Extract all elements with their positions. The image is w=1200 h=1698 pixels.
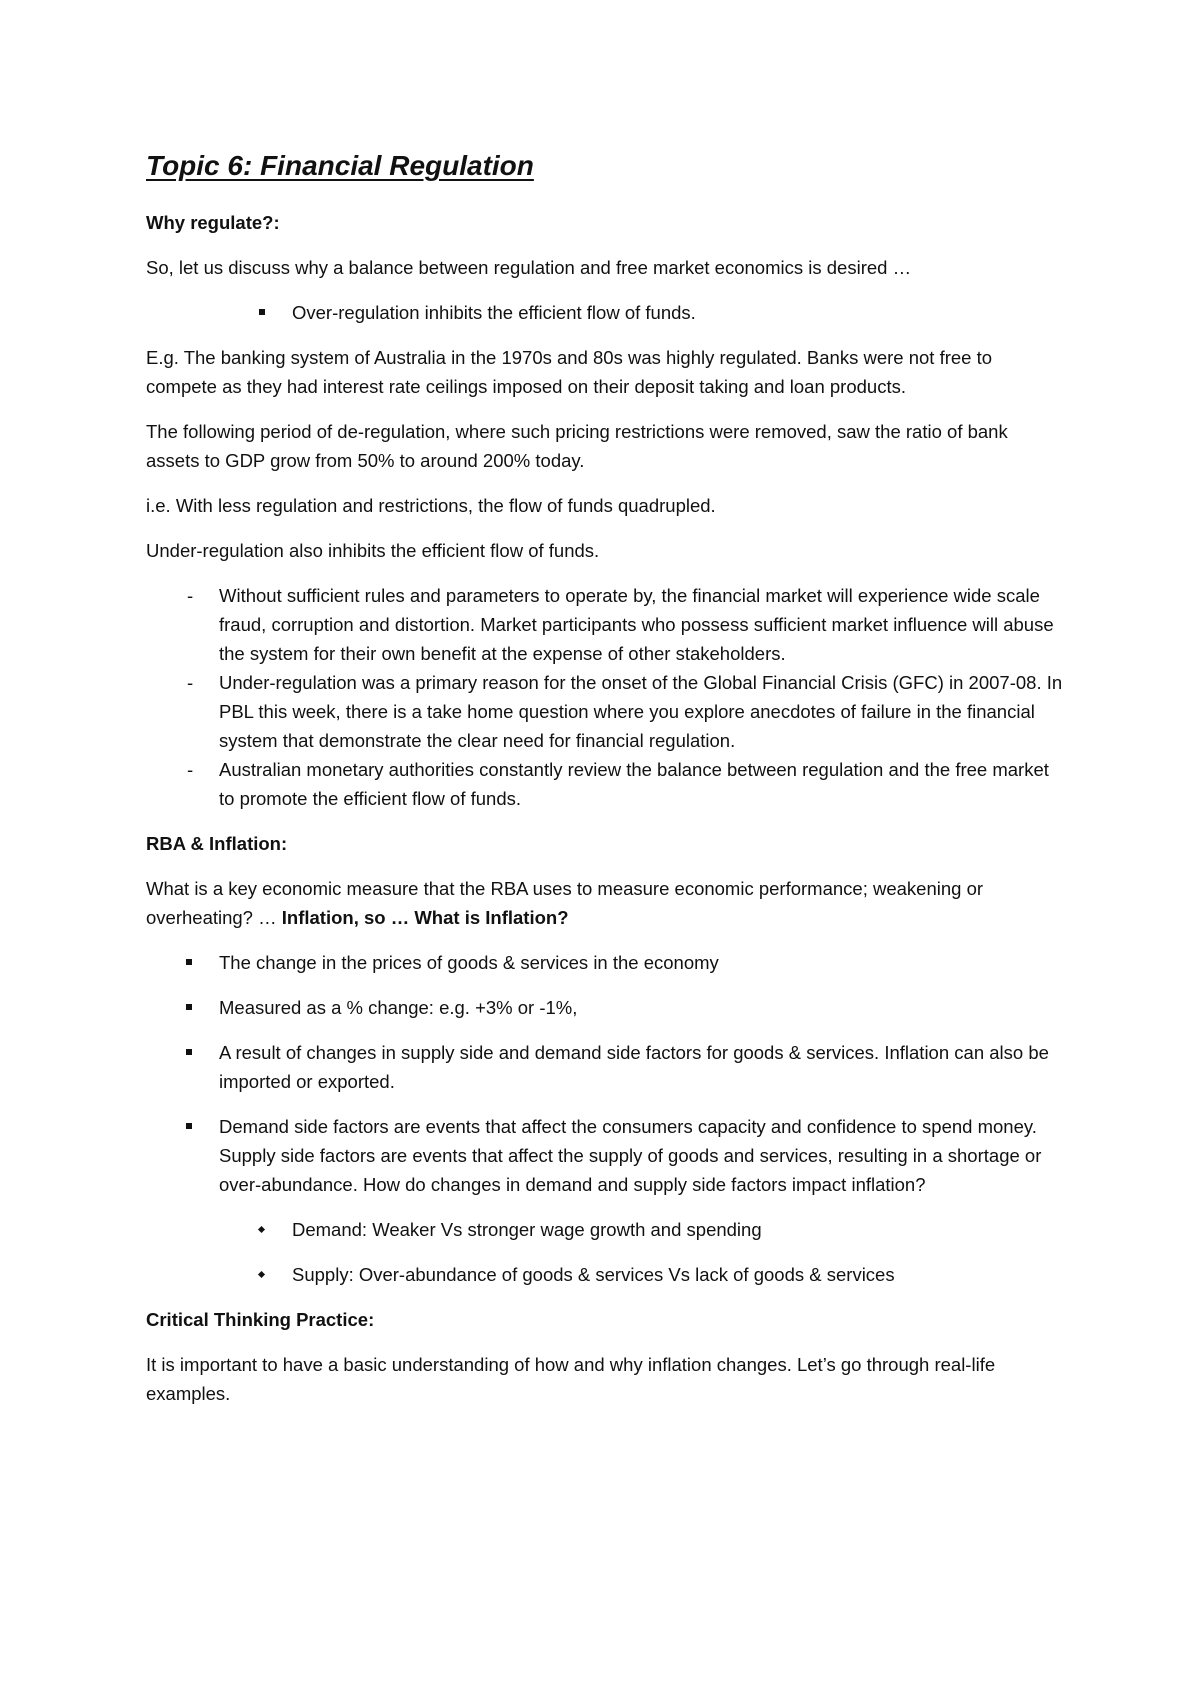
paragraph-critical-thinking: It is important to have a basic understanding of how and why inflation changes. Let’s go through real-life examples. — [146, 1354, 996, 1404]
question-bold-text: Inflation, so … What is Inflation? — [281, 907, 569, 928]
paragraph-deregulation: The following period of de-regulation, where such pricing restrictions were removed, saw the ratio of bank assets to GDP grow from 50% to around 200% today. — [146, 421, 1008, 471]
list-item: Demand: Weaker Vs stronger wage growth and spending — [146, 1215, 1066, 1244]
page-title: Topic 6: Financial Regulation — [146, 150, 534, 181]
inflation-list — [146, 948, 1066, 1199]
document-page — [146, 148, 1066, 1424]
section-heading-critical-thinking: Critical Thinking Practice: — [146, 1309, 375, 1330]
list-item: Supply: Over-abundance of goods & services Vs lack of goods & services — [146, 1260, 1066, 1289]
list-item: A result of changes in supply side and demand side factors for goods & services. Inflation can also be imported or exported. — [146, 1038, 1066, 1096]
list-item: - Without sufficient rules and parameters to operate by, the financial market will experience wide scale fraud, corruption and distortion. Market participants who possess sufficient market influence will abuse the system for their own benefit at the expense of other stakeholders. — [146, 581, 1066, 668]
under-regulation-list — [146, 581, 1066, 813]
paragraph-intro: So, let us discuss why a balance between regulation and free market economics is desired … — [146, 257, 912, 278]
paragraph-key-measure — [146, 874, 1066, 932]
list-item: Over-regulation inhibits the efficient flow of funds. — [146, 298, 1066, 327]
list-item: Measured as a % change: e.g. +3% or -1%, — [146, 993, 1066, 1022]
demand-supply-list — [146, 1215, 1066, 1289]
paragraph-under-regulation: Under-regulation also inhibits the efficient flow of funds. — [146, 540, 600, 561]
list-item: - Under-regulation was a primary reason for the onset of the Global Financial Crisis (GFC) in 2007-08. In PBL this week, there is a take home question where you explore anecdotes of failure in the financial system that demonstrate the clear need for financial regulation. — [146, 668, 1066, 755]
paragraph-flow-of-funds: i.e. With less regulation and restrictions, the flow of funds quadrupled. — [146, 495, 716, 516]
over-regulation-list — [146, 298, 1066, 327]
question-text: What is a key economic measure that the RBA uses to measure economic performance; weakening or overheating? … — [146, 878, 984, 928]
section-heading-why-regulate: Why regulate?: — [146, 212, 280, 233]
paragraph-banking-example: E.g. The banking system of Australia in the 1970s and 80s was highly regulated. Banks were not free to compete as they had interest rate ceilings imposed on their deposit taking and loan products. — [146, 347, 993, 397]
section-heading-rba-inflation: RBA & Inflation: — [146, 833, 288, 854]
list-item: - Australian monetary authorities constantly review the balance between regulation and the free market to promote the efficient flow of funds. — [146, 755, 1066, 813]
list-item: The change in the prices of goods & services in the economy — [146, 948, 1066, 977]
list-item: Demand side factors are events that affect the consumers capacity and confidence to spend money. Supply side factors are events that affect the supply of goods and services, resulting in a shortage or over-abundance. How do changes in demand and supply side factors impact inflation? — [146, 1112, 1066, 1199]
